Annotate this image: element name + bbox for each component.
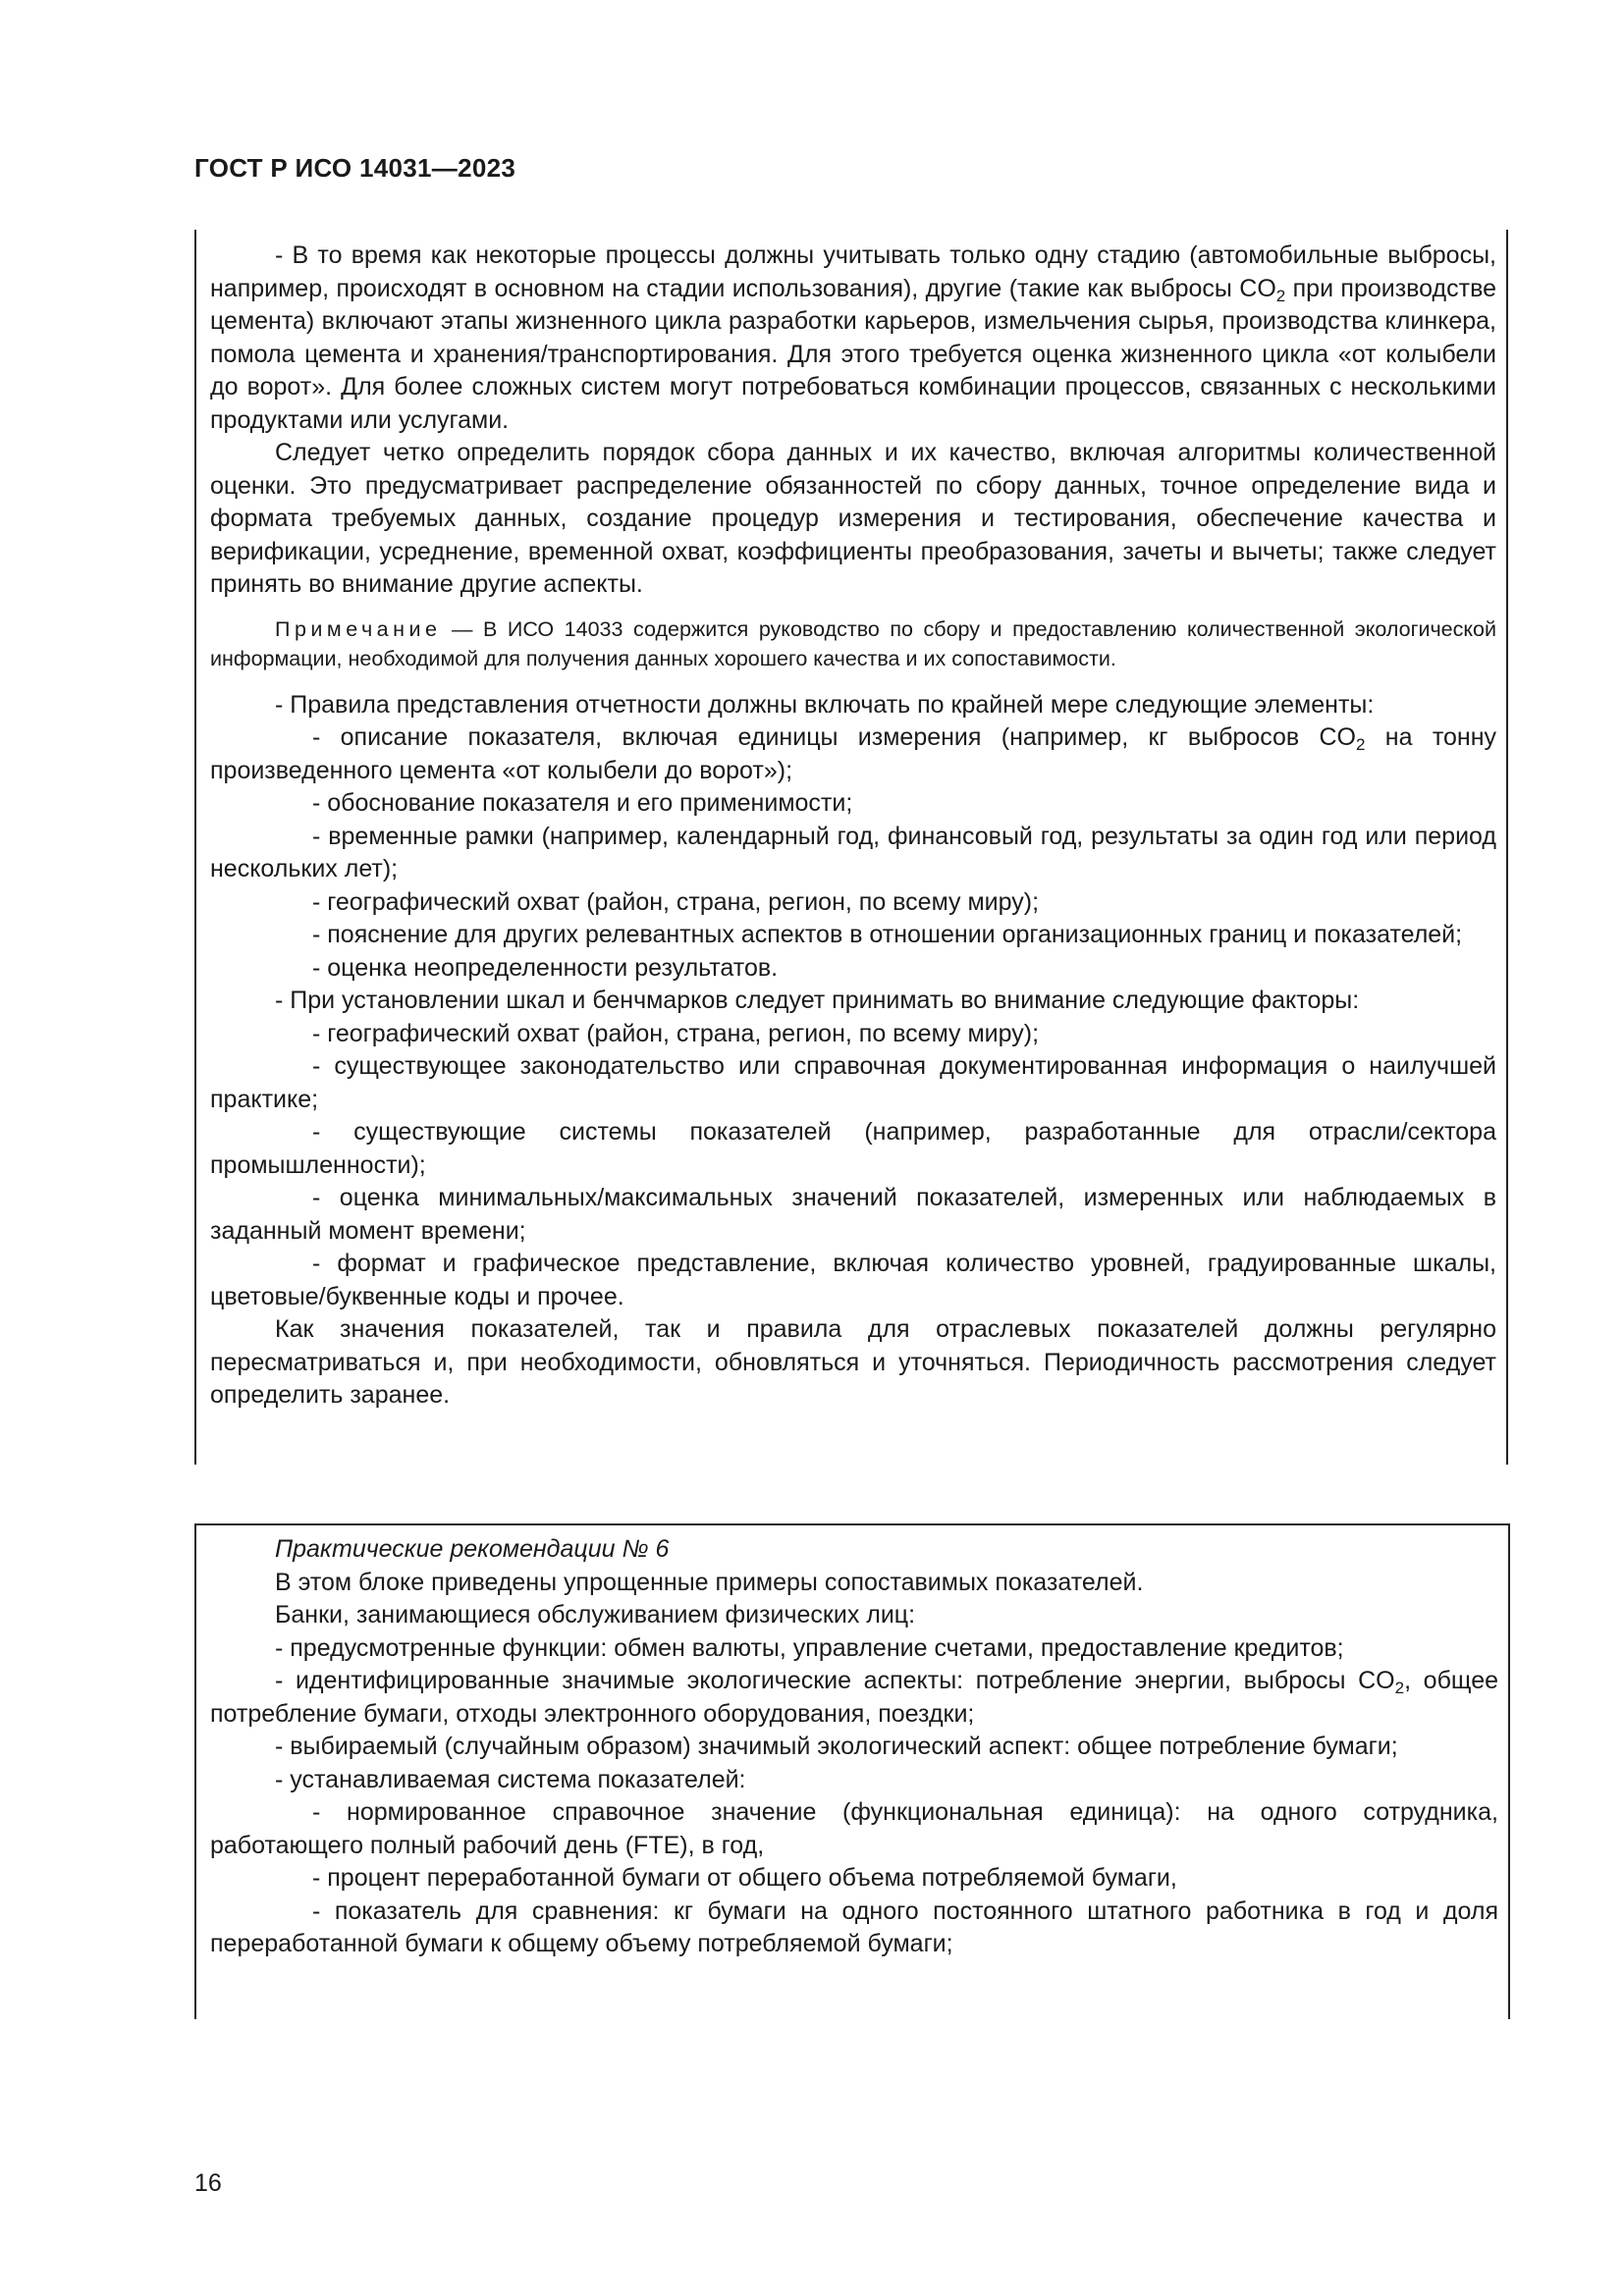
list-item: - оценка неопределенности результатов. [312, 953, 779, 982]
paragraph-lifecycle: - В то время как некоторые процессы должны учитывать только одну стадию (автомобильные выбросы, например, происходят в основном на стадии использования), другие (такие как выбросы $CO_2$ при производстве цемента) включают этапы жизненного цикла разработки карьеров, измельчения сырья, производства клинкера, помола цемента и хранения/транспортирования. Для этого требуется оценка жизненного цикла «от колыбели до ворот». Для более сложных систем могут потребоваться комбинации процессов, связанных с несколькими продуктами или услугами. [210, 241, 1496, 434]
practical-recommendations-box [194, 1523, 1510, 2019]
note-text: — В ИСО 14033 содержится руководство по сбору и предоставлению количественной экологической информации, необходимой для получения данных хорошего качества и их сопоставимости. [210, 616, 1496, 670]
box-line: Банки, занимающиеся обслуживанием физических лиц: [275, 1601, 916, 1629]
list-item: - пояснение для других релевантных аспектов в отношении организационных границ и показателей; [312, 921, 1463, 948]
list-item: - устанавливаемая система показателей: [275, 1765, 746, 1793]
list-item: - идентифицированные значимые экологические аспекты: потребление энергии, выбросы $CO_2$, общее потребление бумаги, отходы электронного оборудования, поездки; [210, 1667, 1498, 1728]
list-item: - существующие системы показателей (например, разработанные для отрасли/сектора промышленности); [210, 1118, 1496, 1179]
main-text-section [194, 230, 1508, 1465]
note [210, 614, 1496, 673]
box-title: Практические рекомендации № 6 [275, 1535, 670, 1563]
box-line: В этом блоке приведены упрощенные примеры сопоставимых показателей. [275, 1568, 1144, 1596]
list-item: - оценка минимальных/максимальных значений показателей, измеренных или наблюдаемых в заданный момент времени; [210, 1184, 1496, 1245]
list-item: - географический охват (район, страна, регион, по всему миру); [312, 887, 1040, 916]
list-item: - показатель для сравнения: кг бумаги на одного постоянного штатного работника в год и доля переработанной бумаги к общему объему потребляемой бумаги; [210, 1896, 1498, 1957]
list-item: - географический охват (район, страна, регион, по всему миру); [312, 1019, 1040, 1047]
list-item: - процент переработанной бумаги от общего объема потребляемой бумаги, [312, 1864, 1177, 1892]
list-item: - выбираемый (случайным образом) значимый экологический аспект: общее потребление бумаги; [275, 1733, 1398, 1760]
scales-intro: - При установлении шкал и бенчмарков следует принимать во внимание следующие факторы: [275, 987, 1360, 1014]
paragraph-review: Как значения показателей, так и правила для отраслевых показателей должны регулярно пересматриваться и, при необходимости, обновляться и уточняться. Периодичность рассмотрения следует определить заранее. [210, 1315, 1496, 1409]
list-item: - существующее законодательство или справочная документированная информация о наилучшей практике; [210, 1052, 1496, 1113]
list-item: - нормированное справочное значение (функциональная единица): на одного сотрудника, работающего полный рабочий день (FTE), в год, [210, 1798, 1498, 1859]
list-item: - предусмотренные функции: обмен валюты, управление счетами, предоставление кредитов; [275, 1633, 1344, 1662]
document-header: ГОСТ Р ИСО 14031—2023 [194, 153, 516, 183]
rules-intro: - Правила представления отчетности должны включать по крайней мере следующие элементы: [275, 690, 1375, 719]
list-item: - временные рамки (например, календарный год, финансовый год, результаты за один год или период нескольких лет); [210, 822, 1496, 882]
note-label: Примечание [275, 616, 442, 641]
paragraph-data-collection: Следует четко определить порядок сбора данных и их качество, включая алгоритмы количественной оценки. Это предусматривает распределение обязанностей по сбору данных, точное определение вида и формата требуемых данных, создание процедур измерения и тестирования, обеспечение качества и верификации, усреднение, временной охват, коэффициенты преобразования, зачеты и вычеты; также следует принять во внимание другие аспекты. [210, 439, 1496, 598]
list-item: - формат и графическое представление, включая количество уровней, градуированные шкалы, цветовые/буквенные коды и прочее. [210, 1250, 1496, 1310]
page-number: 16 [194, 2169, 222, 2197]
list-item: - описание показателя, включая единицы измерения (например, кг выбросов $CO_2$ на тонну произведенного цемента «от колыбели до ворот»); [210, 723, 1497, 784]
list-item: - обоснование показателя и его применимости; [312, 789, 853, 817]
